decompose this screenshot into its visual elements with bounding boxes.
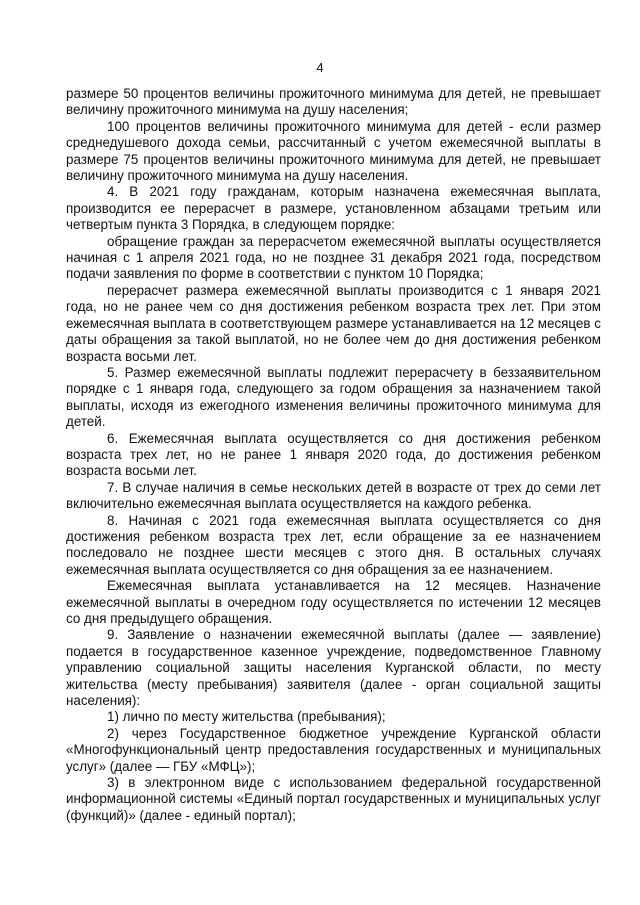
- paragraph: 4. В 2021 году гражданам, которым назначена ежемесячная выплата, производится ее перерасчет в размере, установленном абзацами третьим или четвертым пункта 3 Порядка, в следующем порядке:: [66, 184, 601, 233]
- paragraph: 9. Заявление о назначении ежемесячной выплаты (далее — заявление) подается в государственное казенное учреждение, подведомственное Главному управлению социальной защиты населения Курганской области, по месту жительства (месту пребывания) заявителя (далее - орган социальной защиты населения):: [66, 627, 601, 709]
- document-body: [66, 86, 601, 824]
- paragraph: обращение граждан за перерасчетом ежемесячной выплаты осуществляется начиная с 1 апреля 2021 года, но не позднее 31 декабря 2021 года, посредством подачи заявления по форме в соответствии с пунктом 10 Порядка;: [66, 233, 601, 282]
- page-number: 4: [316, 60, 324, 75]
- paragraph: 3) в электронном виде с использованием федеральной государственной информационной системы «Единый портал государственных и муниципальных услуг (функций)» (далее - единый портал);: [66, 775, 601, 823]
- paragraph: 7. В случае наличия в семье нескольких детей в возрасте от трех до семи лет включительно ежемесячная выплата осуществляется на каждого ребенка.: [66, 479, 601, 512]
- paragraph: 2) через Государственное бюджетное учреждение Курганской области «Многофункциональный центр предоставления государственных и муниципальных услуг» (далее — ГБУ «МФЦ»);: [66, 725, 601, 774]
- paragraph: 6. Ежемесячная выплата осуществляется со дня достижения ребенком возраста трех лет, но не ранее 1 января 2020 года, до достижения ребенком возраста восьми лет.: [66, 430, 601, 479]
- paragraph: 100 процентов величины прожиточного минимума для детей - если размер среднедушевого дохода семьи, рассчитанный с учетом ежемесячной выплаты в размере 75 процентов величины прожиточного минимума для детей, не превышает величину прожиточного минимума на душу населения.: [66, 118, 601, 184]
- paragraph: 8. Начиная с 2021 года ежемесячная выплата осуществляется со дня достижения ребенком возраста трех лет, если обращение за ее назначением последовало не позднее шести месяцев с этого дня. В остальных случаях ежемесячная выплата осуществляется со дня обращения за ее назначением.: [66, 512, 601, 577]
- paragraph: размере 50 процентов величины прожиточного минимума для детей, не превышает величину прожиточного минимума на душу населения;: [66, 86, 601, 118]
- paragraph: перерасчет размера ежемесячной выплаты производится с 1 января 2021 года, но не ранее чем со дня достижения ребенком возраста трех лет. При этом ежемесячная выплата в соответствующем размере устанавливается на 12 месяцев с даты обращения за такой выплатой, но не более чем до дня достижения ребенком возраста восьми лет.: [66, 282, 601, 364]
- paragraph: 5. Размер ежемесячной выплаты подлежит перерасчету в беззаявительном порядке с 1 января года, следующего за годом обращения за назначением такой выплаты, исходя из ежегодного изменения величины прожиточного минимума для детей.: [66, 364, 601, 430]
- paragraph: 1) лично по месту жительства (пребывания);: [107, 709, 386, 725]
- paragraph: Ежемесячная выплата устанавливается на 12 месяцев. Назначение ежемесячной выплаты в очередном году осуществляется по истечении 12 месяцев со дня предыдущего обращения.: [66, 578, 601, 626]
